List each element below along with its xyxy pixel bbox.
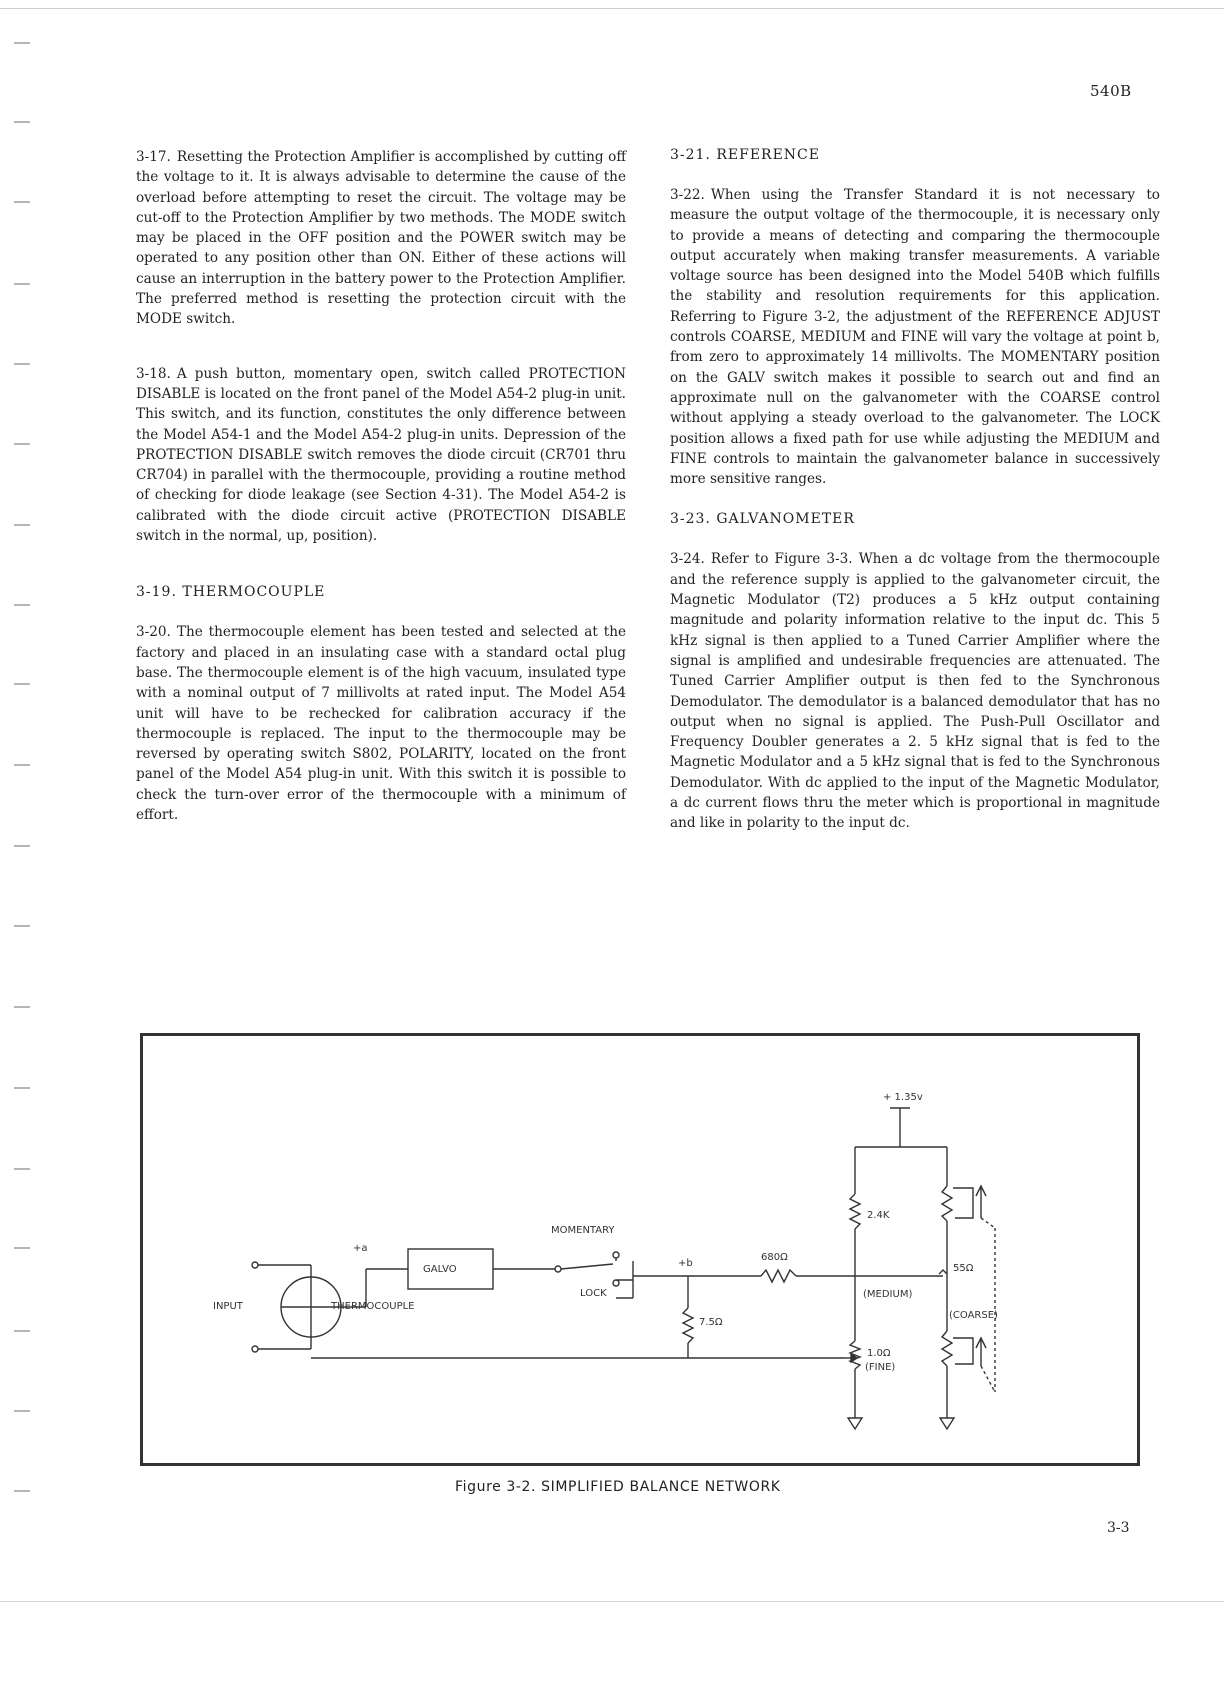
label-thermocouple: THERMOCOUPLE [331,1301,415,1312]
model-identifier: 540B [1090,82,1132,100]
paragraph-3-22 [670,185,1160,489]
label-medium: (MEDIUM) [863,1289,913,1300]
label-fine: (FINE) [865,1362,896,1373]
label-lock: LOCK [580,1288,607,1299]
paragraph-number: 3-24. [670,551,705,568]
label-input: INPUT [213,1301,243,1312]
label-momentary: MOMENTARY [551,1225,615,1236]
bottom-edge-rule [0,1601,1224,1602]
left-column [136,147,626,859]
paragraph-3-18 [136,364,626,547]
label-coarse: (COARSE) [949,1310,998,1321]
label-point-a: +a [353,1243,368,1254]
label-r-75: 7.5Ω [699,1317,723,1328]
paragraph-number: 3-20. [136,624,171,641]
paragraph-3-20 [136,622,626,825]
figure-balance-network [140,1033,1140,1466]
paragraph-text: Refer to Figure 3-3. When a dc voltage from the thermocouple and the reference supply is applied to the galvanometer circuit, the Magnetic Modulator (T2) produces a 5 kHz output containing magnitude and polarity information relative to the input dc. This 5 kHz signal is then applied to a Tuned Carrier Amplifier where the signal is amplified and undesirable frequencies are attenuated. The Tuned Carrier Amplifier output is then fed to the Synchronous Demodulator. The demodulator is a balanced demodulator that has no output when no signal is applied. The Push-Pull Oscillator and Frequency Doubler generates a 2. 5 kHz signal that is fed to the Magnetic Modulator and a 5 kHz signal that is fed to the Synchronous Demodulator. With dc applied to the input of the Magnetic Modulator, a dc current flows thru the meter which is proportional in magnitude and like in polarity to the input dc. [670,551,1160,832]
label-r-680: 680Ω [761,1252,788,1263]
paragraph-number: 3-17. [136,149,171,165]
paragraph-3-17 [136,147,626,330]
top-edge-rule [0,8,1224,9]
schematic-diagram [143,1036,1137,1463]
label-point-b: +b [678,1258,693,1269]
section-heading-reference: 3-21. REFERENCE [670,147,820,163]
paragraph-text: When using the Transfer Standard it is not necessary to measure the output voltage of the thermocouple, it is necessary only to provide a means of detecting and comparing the thermocouple output accurately when making transfer measurements. A variable voltage source has been designed into the Model 540B which fulfills the stability and resolution requirements for this application. Referring to Figure 3-2, the adjustment of the REFERENCE ADJUST controls COARSE, MEDIUM and FINE will vary the voltage at point b, from zero to approximately 14 millivolts. The MOMENTARY position on the GALV switch makes it possible to search out and find an approximate null on the galvanometer with the COARSE control without applying a steady overload to the galvanometer. The LOCK position allows a fixed path for use while adjusting the MEDIUM and FINE controls to maintain the galvanometer balance in successively more sensitive ranges. [670,187,1160,488]
section-heading-galvanometer: 3-23. GALVANOMETER [670,511,855,528]
paragraph-text: A push button, momentary open, switch called PROTECTION DISABLE is located on the front panel of the Model A54-2 plug-in unit. This switch, and its function, constitutes the only difference between the Model A54-1 and the Model A54-2 plug-in units. Depression of the PROTECTION DISABLE switch removes the diode circuit (CR701 thru CR704) in parallel with the thermocouple, providing a routine method of checking for diode leakage (see Section 4-31). The Model A54-2 is calibrated with the diode circuit active (PROTECTION DISABLE switch in the normal, up, position). [136,365,626,545]
label-fine-value: 1.0Ω [867,1348,891,1359]
label-r-top: 2.4K [867,1210,890,1221]
page-number: 3-3 [1107,1520,1130,1536]
label-r-55: 55Ω [953,1263,974,1274]
paragraph-text: The thermocouple element has been tested and selected at the factory and placed in an insulating case with a standard octal plug base. The thermocouple element is of the high vacuum, insulated type with a nominal output of 7 millivolts at rated input. The Model A54 unit will have to be rechecked for calibration accuracy if the thermocouple is replaced. The input to the thermocouple may be reversed by operating switch S802, POLARITY, located on the front panel of the Model A54 plug-in unit. With this switch it is possible to check the turn-over error of the thermocouple with a minimum of effort. [136,624,626,824]
paragraph-3-24 [670,549,1160,833]
right-column [670,147,1160,868]
paragraph-number: 3-22. [670,187,705,203]
section-heading-thermocouple: 3-19. THERMOCOUPLE [136,584,326,601]
figure-caption: Figure 3-2. SIMPLIFIED BALANCE NETWORK [455,1479,781,1495]
label-supply: + 1.35v [883,1092,923,1103]
label-galvo: GALVO [423,1264,457,1275]
paragraph-number: 3-18. [136,365,171,382]
paragraph-text: Resetting the Protection Amplifier is accomplished by cutting off the voltage to it. It is always advisable to determine the cause of the overload before attempting to reset the circuit. The voltage may be cut-off to the Protection Amplifier by two methods. The MODE switch may be placed in the OFF position and the POWER switch may be operated to any position other than ON. Either of these actions will cause an interruption in the battery power to the Protection Amplifier. The preferred method is resetting the protection circuit with the MODE switch. [136,149,626,328]
